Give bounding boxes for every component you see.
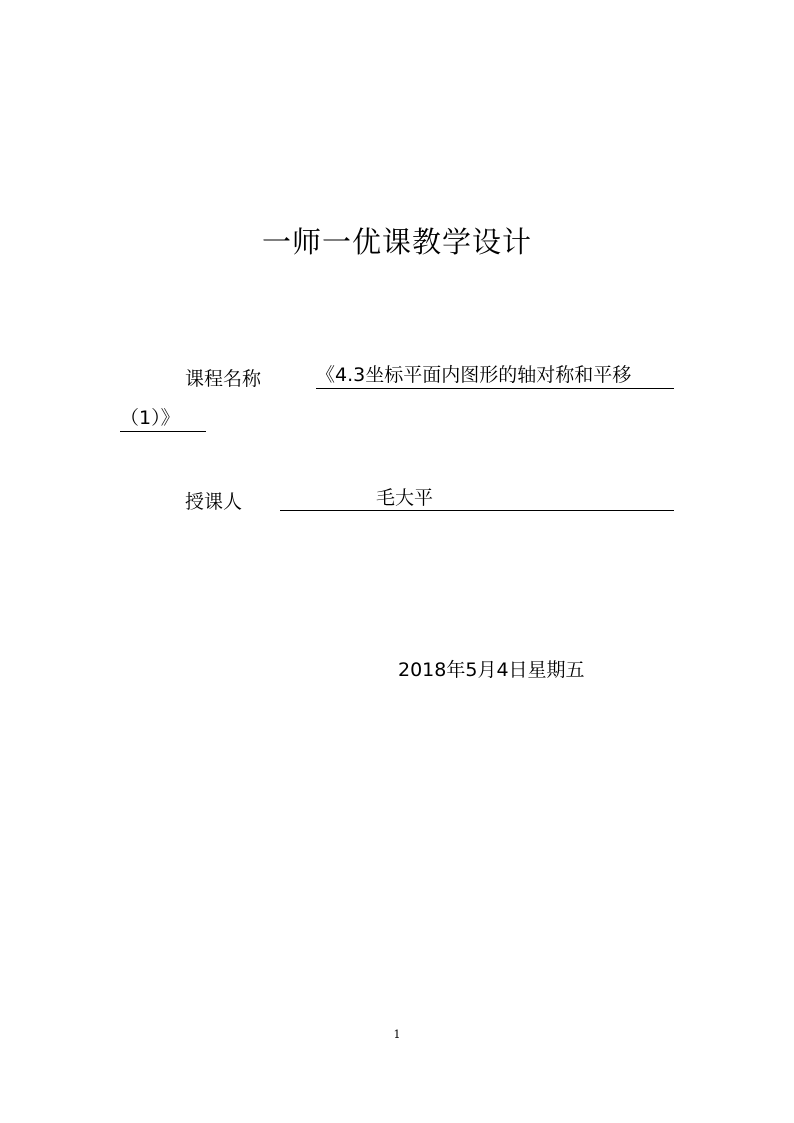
teacher-underline [280, 510, 674, 511]
course-name-label: 课程名称 [185, 368, 262, 390]
document-title: 一师一优课教学设计 [261, 225, 532, 259]
course-name-value-line2: （1）》 [120, 407, 206, 432]
page-number: 1 [393, 1028, 401, 1041]
teacher-value: 毛大平 [376, 487, 434, 509]
teacher-label: 授课人 [185, 491, 243, 513]
lesson-date: 2018年5月4日星期五 [398, 659, 585, 681]
course-name-value-line1: 《4.3坐标平面内图形的轴对称和平移 [316, 364, 674, 389]
